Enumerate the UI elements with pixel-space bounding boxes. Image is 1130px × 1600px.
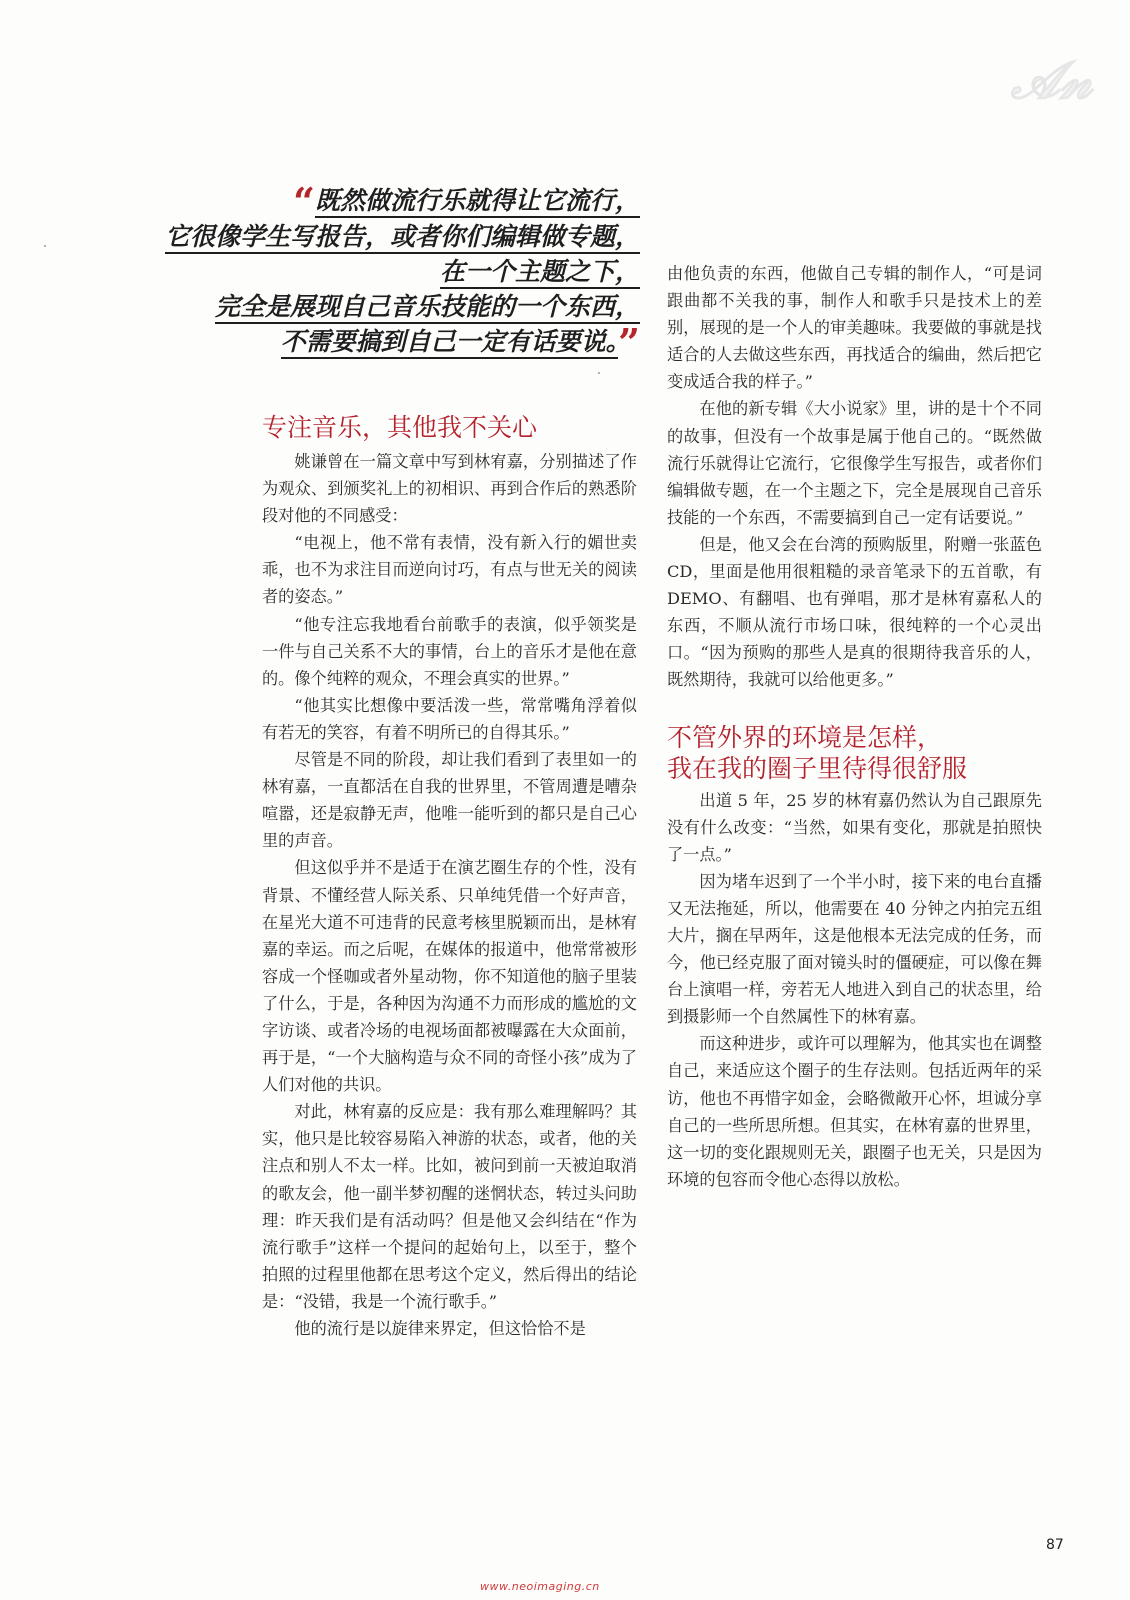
pull-quote-line: 不需要搞到自己一定有话要说。”: [280, 320, 640, 365]
page-number: 87: [1046, 1537, 1064, 1553]
paragraph: 但这似乎并不是适于在演艺圈生存的个性，没有背景、不懂经营人际关系、只单纯凭借一个好声音，在星光大道不可违背的民意考核里脱颖而出，是林宥嘉的幸运。而之后呢，在媒体的报道中，他常常被形容成一个怪咖或者外星动物，你不知道他的脑子里装了什么，于是，各种因为沟通不力而形成的尴尬的文字访谈、或者冷场的电视场面都被曝露在大众面前，再于是，“一个大脑构造与众不同的奇怪小孩”成为了人们对他的共识。: [262, 858, 637, 1095]
pull-quote-line: “既然做流行乐就得让它流行，: [293, 179, 640, 224]
paragraph: “电视上，他不常有表情，没有新入行的媚世卖乖，也不为求注目而逆向讨巧，有点与世无关的阅读者的姿态。”: [262, 533, 637, 607]
pull-quote-line: 在一个主题之下，: [150, 254, 640, 289]
watermark: www.neoimaging.cn: [480, 1580, 600, 1593]
left-column: [262, 412, 637, 1342]
pull-quote-line: 它很像学生写报告，或者你们编辑做专题，: [150, 219, 640, 254]
pull-quote-line: 完全是展现自己音乐技能的一个东西，: [150, 289, 640, 324]
pull-quote: [150, 179, 640, 365]
paragraph: 出道 5 年，25 岁的林宥嘉仍然认为自己跟原先没有什么改变：“当然，如果有变化，那就是拍照快了一点。”: [667, 790, 1042, 864]
section-heading: [667, 722, 1042, 784]
right-column: [667, 260, 1042, 1193]
section-heading: 专注音乐，其他我不关心: [262, 413, 538, 442]
section-heading-line: 我在我的圈子里待得很舒服: [667, 753, 968, 783]
paper-speck: [598, 372, 600, 374]
open-quote-mark: “: [293, 179, 315, 224]
paragraph: 在他的新专辑《大小说家》里，讲的是十个不同的故事，但没有一个故事是属于他自己的。“既然做流行乐就得让它流行，它很像学生写报告，或者你们编辑做专题，在一个主题之下，完全是展现自己音乐技能的一个东西，不需要搞到自己一定有话要说。”: [667, 399, 1042, 527]
paragraph: 由他负责的东西，他做自己专辑的制作人，“可是词跟曲都不关我的事，制作人和歌手只是技术上的差别，展现的是一个人的审美趣味。我要做的事就是找适合的人去做这些东西，再找适合的编曲，然后把它变成适合我的样子。”: [667, 264, 1042, 392]
paragraph: “他其实比想像中要活泼一些，常常嘴角浮着似有若无的笑容，有着不明所已的自得其乐。”: [262, 695, 637, 742]
paragraph: 姚谦曾在一篇文章中写到林宥嘉，分别描述了作为观众、到颁奖礼上的初相识、再到合作后的熟悉阶段对他的不同感受：: [262, 452, 637, 526]
paragraph: “他专注忘我地看台前歌手的表演，似乎领奖是一件与自己关系不大的事情，台上的音乐才是他在意的。像个纯粹的观众，不理会真实的世界。”: [262, 614, 637, 688]
paragraph: 尽管是不同的阶段，却让我们看到了表里如一的林宥嘉，一直都活在自我的世界里，不管周遭是嘈杂喧嚣，还是寂静无声，他唯一能听到的都只是自己心里的声音。: [262, 750, 637, 851]
svg-text:𝒜𝓃: 𝒜𝓃: [1010, 50, 1092, 108]
paragraph: 而这种进步，或许可以理解为，他其实也在调整自己，来适应这个圈子的生存法则。包括近两年的采访，他也不再惜字如金，会略微敞开心怀，坦诚分享自己的一些所思所想。但其实，在林宥嘉的世界里，这一切的变化跟规则无关，跟圈子也无关，只是因为环境的包容而令他心态得以放松。: [667, 1034, 1042, 1189]
section-heading-line: 不管外界的环境是怎样，: [667, 722, 943, 752]
paper-speck: [44, 245, 46, 247]
close-quote-mark: ”: [618, 320, 640, 365]
paragraph: 他的流行是以旋律来界定，但这恰恰不是: [294, 1319, 586, 1338]
paragraph: 对此，林宥嘉的反应是：我有那么难理解吗？其实，他只是比较容易陷入神游的状态，或者，他的关注点和别人不太一样。比如，被问到前一天被迫取消的歌友会，他一副半梦初醒的迷惘状态，转过头问助理：昨天我们是有活动吗？但是他又会纠结在“作为流行歌手”这样一个提问的起始句上，以至于，整个拍照的过程里他都在思考这个定义，然后得出的结论是：“没错，我是一个流行歌手。”: [262, 1102, 637, 1311]
paragraph: 但是，他又会在台湾的预购版里，附赠一张蓝色 CD，里面是他用很粗糙的录音笔录下的五首歌，有 DEMO、有翻唱、也有弹唱，那才是林宥嘉私人的东西，不顺从流行市场口味，很纯粹的一个心灵出口。“因为预购的那些人是真的很期待我音乐的人，既然期待，我就可以给他更多。”: [667, 534, 1042, 690]
magazine-logo: [980, 48, 1100, 108]
paragraph: 因为堵车迟到了一个半小时，接下来的电台直播又无法拖延，所以，他需要在 40 分钟之内拍完五组大片，搁在早两年，这是他根本无法完成的任务，而今，他已经克服了面对镜头时的僵硬症，可以像在舞台上演唱一样，旁若无人地进入到自己的状态里，给到摄影师一个自然属性下的林宥嘉。: [667, 871, 1042, 1027]
